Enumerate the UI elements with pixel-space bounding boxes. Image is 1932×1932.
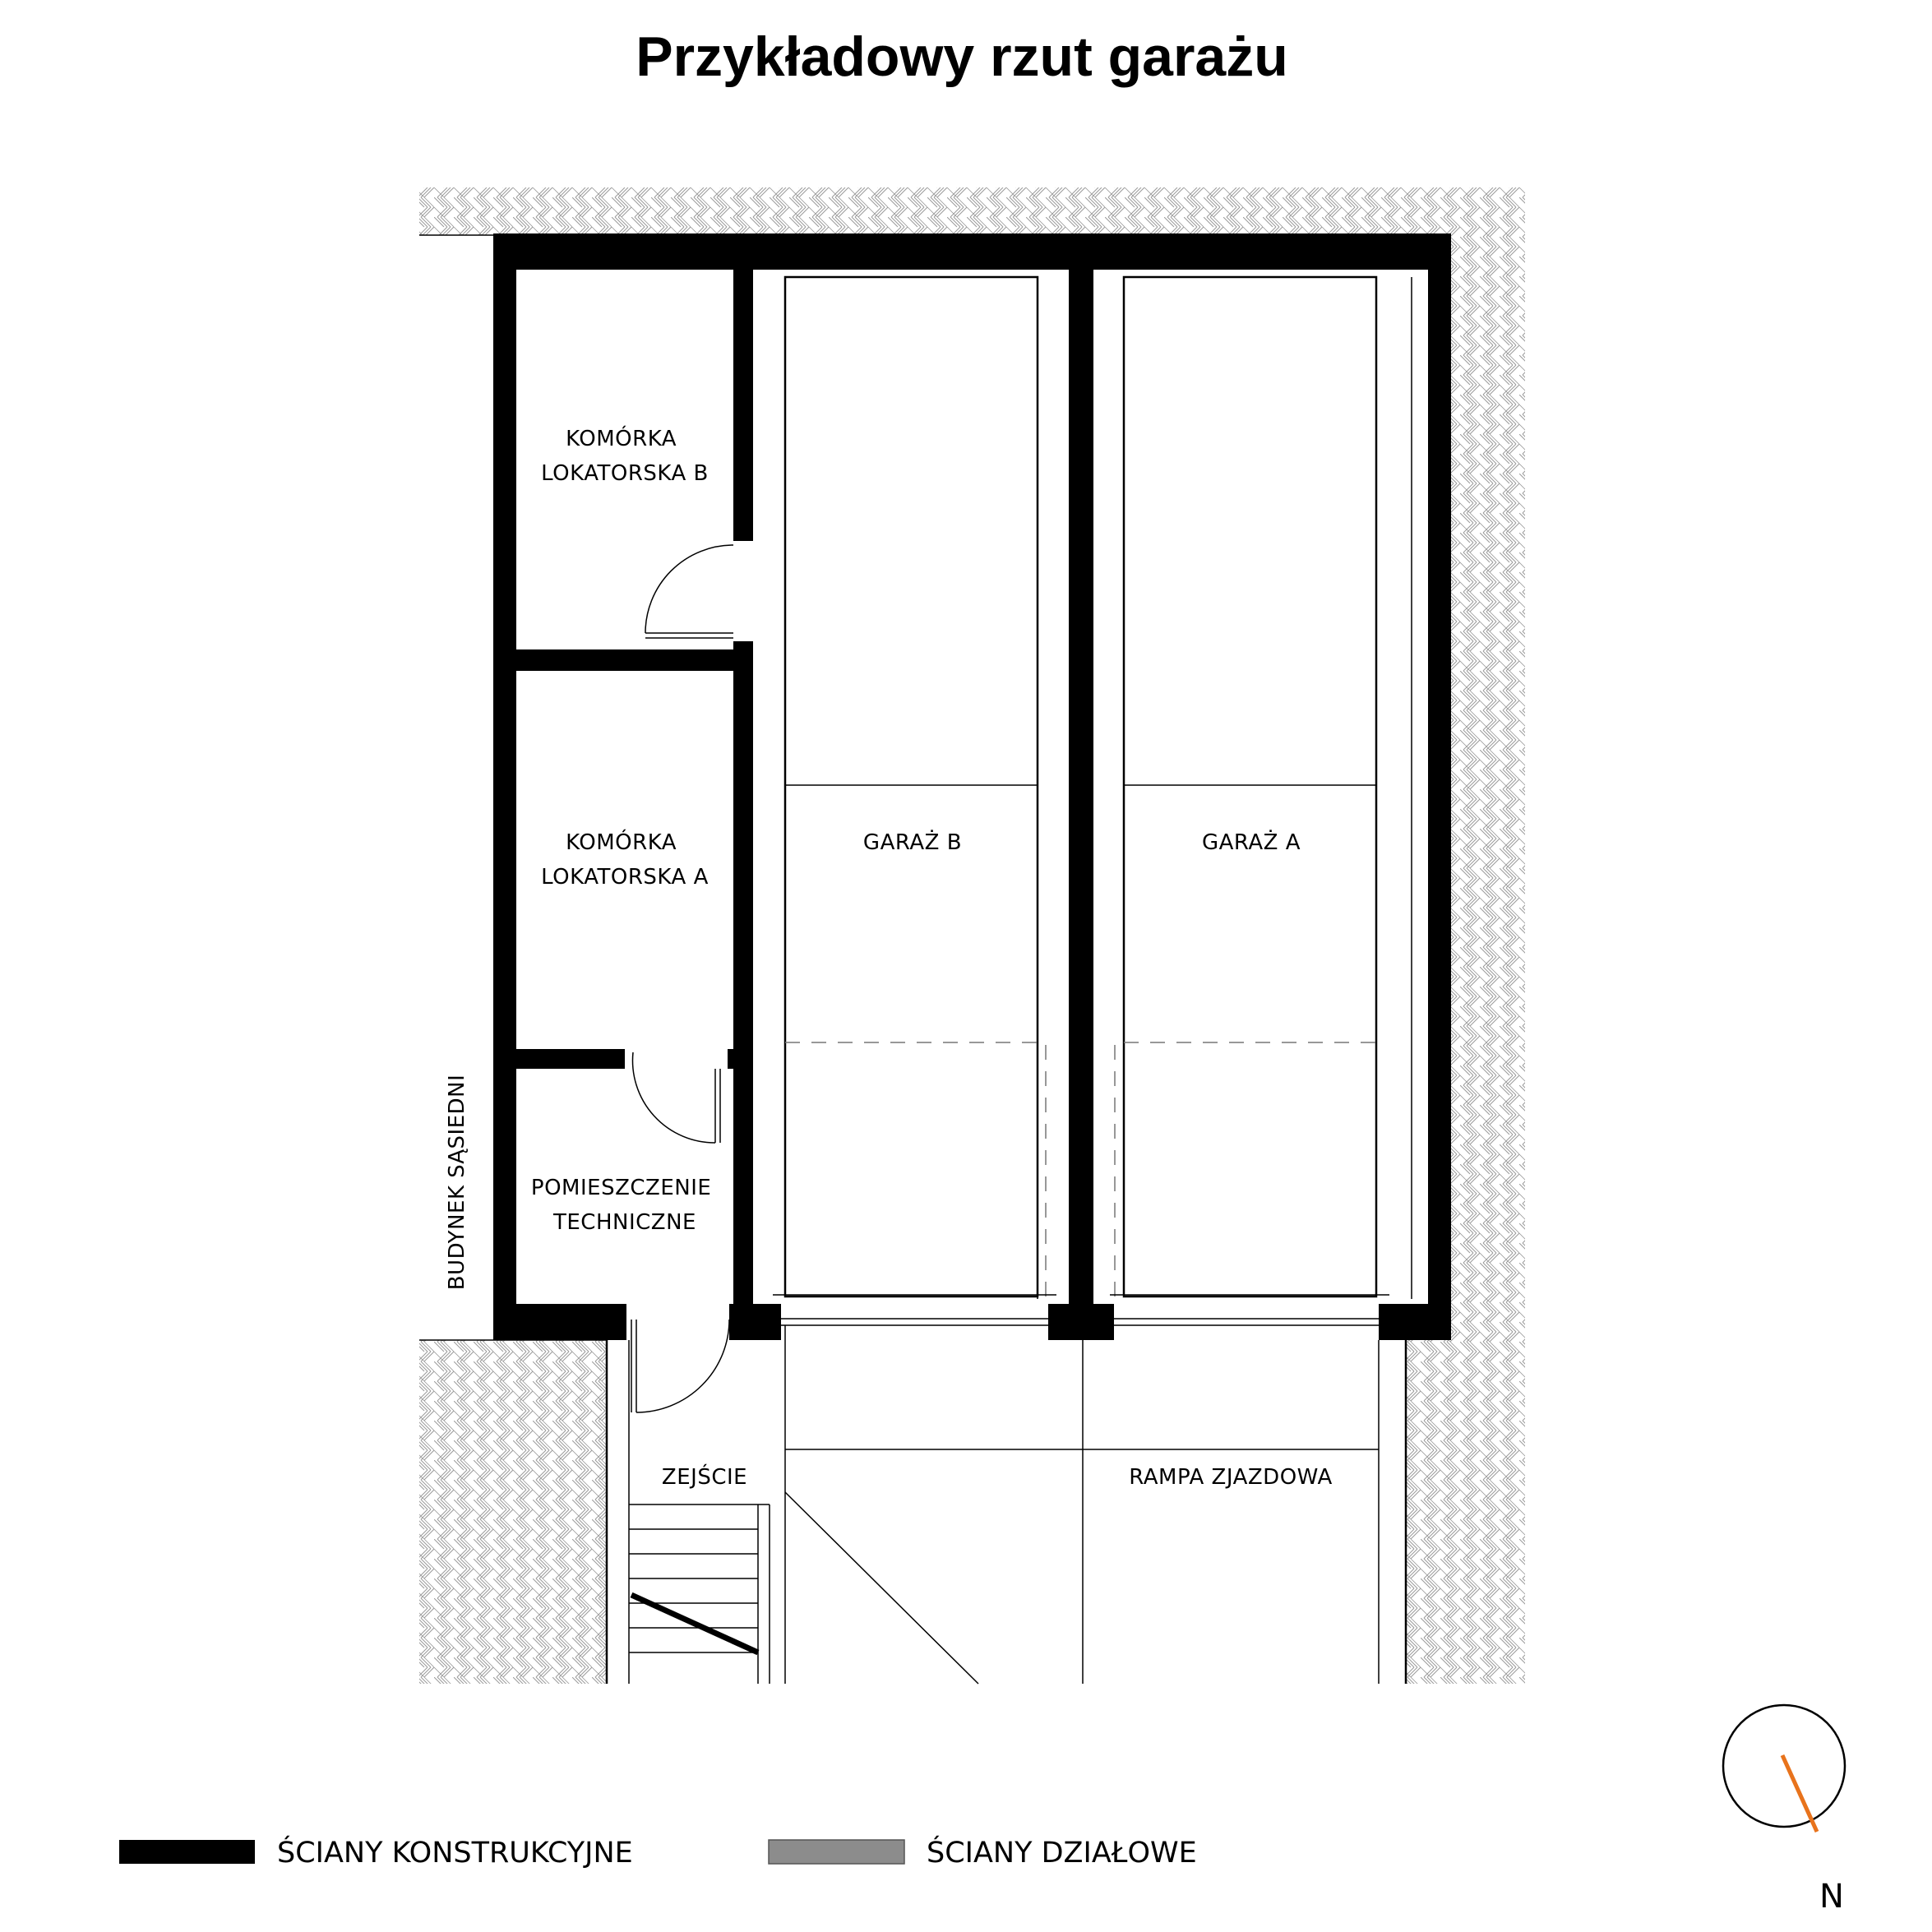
- doors: [631, 545, 733, 1412]
- legend-label-partition: ŚCIANY DZIAŁOWE: [927, 1837, 1197, 1870]
- legend-swatch-partition: [769, 1840, 904, 1864]
- structural-walls: [493, 233, 1451, 1340]
- label-rampa: RAMPA ZJAZDOWA: [1129, 1465, 1333, 1490]
- label-budynek-sasiedni: BUDYNEK SĄSIEDNI: [445, 1074, 469, 1291]
- label-zejscie: ZEJŚCIE: [661, 1465, 748, 1490]
- soil-hatch: [419, 187, 1525, 1684]
- ramp: [785, 1325, 1406, 1684]
- label-komorka-b: KOMÓRKA LOKATORSKA B: [541, 427, 709, 486]
- compass-needle-icon: [1782, 1755, 1817, 1832]
- legend: [119, 1835, 1197, 1870]
- label-komorka-a: KOMÓRKA LOKATORSKA A: [541, 830, 709, 890]
- legend-swatch-structural: [119, 1840, 255, 1864]
- compass: [1723, 1705, 1845, 1916]
- page-title: Przykładowy rzut garażu: [636, 25, 1288, 88]
- label-pomieszczenie-techniczne: POMIESZCZENIE TECHNICZNE: [530, 1176, 712, 1235]
- legend-label-structural: ŚCIANY KONSTRUKCYJNE: [277, 1837, 633, 1870]
- north-label: N: [1819, 1878, 1844, 1916]
- label-garaz-b: GARAŻ B: [862, 830, 963, 855]
- label-garaz-a: GARAŻ A: [1201, 830, 1301, 855]
- compass-circle: [1723, 1705, 1845, 1827]
